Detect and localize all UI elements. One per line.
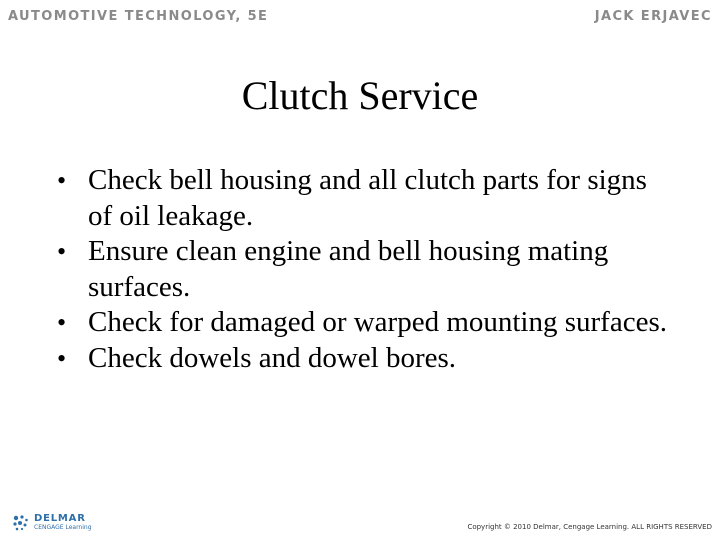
bullet-text: Check for damaged or warped mounting surfaces. [88,306,667,338]
logo-name: DELMAR [34,513,86,524]
bullet-icon: • [57,166,67,195]
delmar-logo-icon [12,514,30,532]
bullet-text: Check dowels and dowel bores. [88,341,457,374]
bullet-icon: • [57,308,67,337]
slide-title: Clutch Service [241,73,479,118]
logo-text [34,514,92,532]
logo-subtitle: CENGAGE Learning [34,524,92,531]
bullet-icon: • [57,343,67,373]
copyright-notice: Copyright © 2010 Delmar, Cengage Learning. ALL RIGHTS RESERVED [467,523,712,531]
bullet-item [57,234,677,305]
bullet-list [57,163,677,376]
bullet-text: Check bell housing and all clutch parts for signs of oil leakage. [88,164,647,232]
bullet-icon: • [57,237,67,266]
bullet-item [57,305,677,341]
header-book-title: AUTOMOTIVE TECHNOLOGY, 5E [8,9,269,24]
bullet-text: Ensure clean engine and bell housing mating surfaces. [88,235,609,303]
bullet-item [57,341,677,377]
bullet-item [57,163,677,234]
header-author: JACK ERJAVEC [594,9,712,24]
publisher-logo [12,514,92,532]
